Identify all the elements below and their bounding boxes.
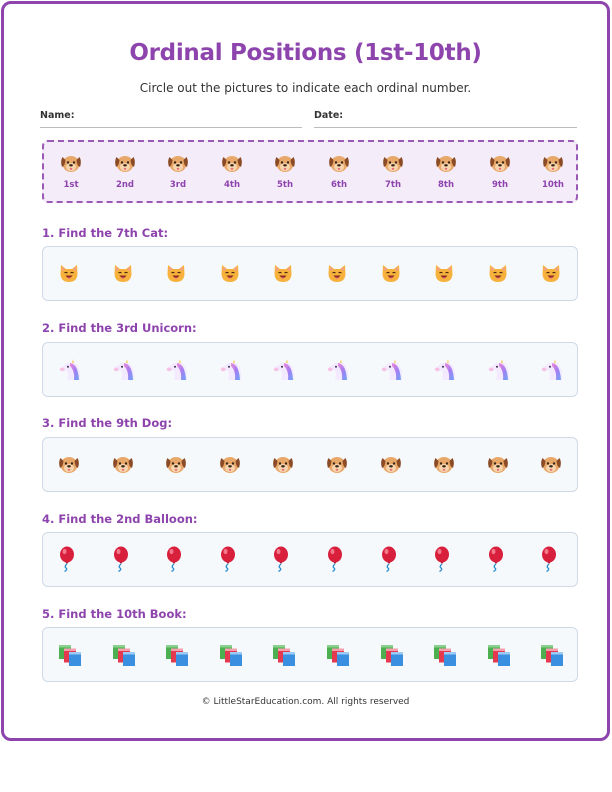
balloon-icon[interactable] [218,546,244,568]
ordinal-reference-strip [42,140,578,203]
question-row-5 [42,627,578,682]
reference-position-4 [217,152,247,190]
reference-position-3 [163,152,193,190]
reference-position-8 [431,152,461,190]
question-label-4: 4. Find the 2nd Balloon: [42,512,198,526]
ordinal-label: 6th [330,180,348,190]
unicorn-icon[interactable] [539,358,565,380]
books-icon[interactable] [539,643,565,665]
dog-icon [434,152,458,174]
ordinal-label: 5th [276,180,294,190]
books-icon[interactable] [379,643,405,665]
dog-icon [541,152,565,174]
unicorn-icon[interactable] [379,358,405,380]
cat-icon[interactable] [57,262,83,284]
books-icon[interactable] [432,643,458,665]
cat-icon[interactable] [164,262,190,284]
dog-icon[interactable] [539,453,565,475]
cat-icon[interactable] [271,262,297,284]
date-label: Date: [314,110,344,121]
dog-icon [220,152,244,174]
question-label-5: 5. Find the 10th Book: [42,607,187,621]
balloon-icon[interactable] [164,546,190,568]
ordinal-label: 8th [437,180,455,190]
ordinal-label: 3rd [169,180,187,190]
worksheet-page [1,1,610,741]
dog-icon[interactable] [111,453,137,475]
books-icon[interactable] [218,643,244,665]
books-icon[interactable] [325,643,351,665]
reference-position-2 [110,152,140,190]
name-label: Name: [40,110,75,121]
dog-icon[interactable] [486,453,512,475]
dog-icon [166,152,190,174]
balloon-icon[interactable] [325,546,351,568]
dog-icon[interactable] [379,453,405,475]
dog-icon [273,152,297,174]
books-icon[interactable] [486,643,512,665]
unicorn-icon[interactable] [325,358,351,380]
unicorn-icon[interactable] [486,358,512,380]
question-row-3 [42,437,578,492]
unicorn-icon[interactable] [271,358,297,380]
dog-icon[interactable] [164,453,190,475]
copyright-footer: © LittleStarEducation.com. All rights reserved [201,697,410,707]
ordinal-label: 10th [542,180,564,190]
balloon-icon[interactable] [57,546,83,568]
cat-icon[interactable] [379,262,405,284]
dog-icon[interactable] [57,453,83,475]
unicorn-icon[interactable] [57,358,83,380]
dog-icon [488,152,512,174]
cat-icon[interactable] [218,262,244,284]
dog-icon[interactable] [271,453,297,475]
question-row-4 [42,532,578,587]
balloon-icon[interactable] [379,546,405,568]
cat-icon[interactable] [486,262,512,284]
dog-icon [59,152,83,174]
ordinal-label: 1st [63,180,79,190]
balloon-icon[interactable] [111,546,137,568]
books-icon[interactable] [57,643,83,665]
books-icon[interactable] [111,643,137,665]
reference-position-6 [324,152,354,190]
dog-icon [113,152,137,174]
date-field[interactable] [314,110,577,128]
books-icon[interactable] [164,643,190,665]
books-icon[interactable] [271,643,297,665]
ordinal-label: 9th [491,180,509,190]
balloon-icon[interactable] [539,546,565,568]
instructions: Circle out the pictures to indicate each ordinal number. [139,81,472,95]
reference-position-10 [538,152,568,190]
dog-icon [327,152,351,174]
reference-position-5 [270,152,300,190]
reference-position-1 [56,152,86,190]
name-field[interactable] [40,110,302,128]
cat-icon[interactable] [539,262,565,284]
ordinal-label: 2nd [115,180,135,190]
unicorn-icon[interactable] [432,358,458,380]
question-label-3: 3. Find the 9th Dog: [42,416,173,430]
cat-icon[interactable] [111,262,137,284]
ordinal-label: 7th [384,180,402,190]
cat-icon[interactable] [325,262,351,284]
cat-icon[interactable] [432,262,458,284]
balloon-icon[interactable] [271,546,297,568]
reference-position-7 [378,152,408,190]
question-label-2: 2. Find the 3rd Unicorn: [42,321,197,335]
question-row-2 [42,342,578,397]
dog-icon[interactable] [218,453,244,475]
balloon-icon[interactable] [486,546,512,568]
balloon-icon[interactable] [432,546,458,568]
dog-icon [381,152,405,174]
question-row-1 [42,246,578,301]
page-title: Ordinal Positions (1st-10th) [129,40,482,66]
unicorn-icon[interactable] [111,358,137,380]
dog-icon[interactable] [432,453,458,475]
ordinal-label: 4th [223,180,241,190]
reference-position-9 [485,152,515,190]
unicorn-icon[interactable] [164,358,190,380]
unicorn-icon[interactable] [218,358,244,380]
dog-icon[interactable] [325,453,351,475]
question-label-1: 1. Find the 7th Cat: [42,226,169,240]
